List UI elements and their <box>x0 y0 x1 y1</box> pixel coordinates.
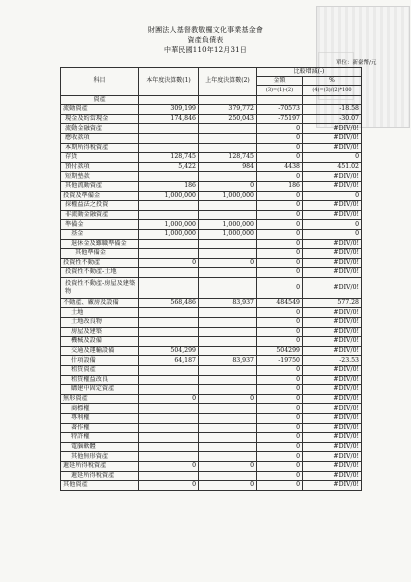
current-year-value: 174,846 <box>139 114 199 124</box>
change-amount <box>257 95 303 105</box>
table-row <box>61 327 362 337</box>
change-percent: #DIV/0! <box>303 268 362 278</box>
account-label: 短期墊款 <box>61 172 139 182</box>
previous-year-value <box>199 124 257 134</box>
change-amount: 0 <box>257 308 303 318</box>
table-row <box>61 442 362 452</box>
current-year-value <box>139 239 199 249</box>
account-label: 預付款項 <box>61 162 139 172</box>
previous-year-value <box>199 385 257 395</box>
table-row <box>61 277 362 298</box>
change-percent: #DIV/0! <box>303 318 362 328</box>
account-label: 其他流動資產 <box>61 181 139 191</box>
current-year-value: 128,745 <box>139 153 199 163</box>
previous-year-value <box>199 471 257 481</box>
balance-sheet-table <box>60 67 362 491</box>
account-label: 準備金 <box>61 220 139 230</box>
change-percent: #DIV/0! <box>303 143 362 153</box>
table-row <box>61 114 362 124</box>
previous-year-value <box>199 404 257 414</box>
account-label: 購建中固定資產 <box>61 385 139 395</box>
change-amount: 484549 <box>257 298 303 308</box>
account-label: 流動金融資產 <box>61 124 139 134</box>
change-amount: 0 <box>257 191 303 201</box>
table-row <box>61 337 362 347</box>
account-label: 投資及準備金 <box>61 191 139 201</box>
previous-year-value <box>199 375 257 385</box>
change-percent: 577.28 <box>303 298 362 308</box>
account-label: 商標權 <box>61 404 139 414</box>
change-amount: 0 <box>257 124 303 134</box>
amount-header: 金額 <box>257 77 303 86</box>
percent-formula: (4)=(3)/(2)*100 <box>303 86 362 95</box>
table-row <box>61 239 362 249</box>
change-percent: #DIV/0! <box>303 201 362 211</box>
previous-year-value: 0 <box>199 481 257 491</box>
table-row <box>61 258 362 268</box>
change-percent: #DIV/0! <box>303 366 362 376</box>
account-label: 流動資產 <box>61 105 139 115</box>
change-amount: 0 <box>257 366 303 376</box>
current-year-value <box>139 308 199 318</box>
account-label: 非流動金融資產 <box>61 210 139 220</box>
table-row <box>61 385 362 395</box>
table-row <box>61 481 362 491</box>
table-row <box>61 133 362 143</box>
previous-year-value <box>199 95 257 105</box>
change-percent: #DIV/0! <box>303 423 362 433</box>
table-row <box>61 404 362 414</box>
table-row <box>61 162 362 172</box>
account-label: 基金 <box>61 229 139 239</box>
current-year-value: 64,187 <box>139 356 199 366</box>
table-row <box>61 181 362 191</box>
current-year-value: 186 <box>139 181 199 191</box>
previous-year-value <box>199 452 257 462</box>
change-amount: 4438 <box>257 162 303 172</box>
change-percent: #DIV/0! <box>303 414 362 424</box>
change-amount: 0 <box>257 258 303 268</box>
previous-year-header: 上年度決算數(2) <box>199 68 257 96</box>
account-label: 採權益法之投資 <box>61 201 139 211</box>
table-row <box>61 423 362 433</box>
table-row <box>61 249 362 259</box>
change-percent: #DIV/0! <box>303 385 362 395</box>
change-amount: 504299 <box>257 346 303 356</box>
previous-year-value <box>199 210 257 220</box>
change-amount: 0 <box>257 153 303 163</box>
table-row <box>61 366 362 376</box>
previous-year-value: 0 <box>199 258 257 268</box>
current-year-value <box>139 366 199 376</box>
change-percent: #DIV/0! <box>303 181 362 191</box>
table-row <box>61 461 362 471</box>
current-year-value <box>139 327 199 337</box>
change-percent: #DIV/0! <box>303 375 362 385</box>
account-label: 交通及運輸設備 <box>61 346 139 356</box>
change-amount: 0 <box>257 433 303 443</box>
table-row <box>61 268 362 278</box>
current-year-value <box>139 172 199 182</box>
current-year-value: 1,000,000 <box>139 191 199 201</box>
account-label: 資產 <box>61 95 139 105</box>
current-year-value: 0 <box>139 394 199 404</box>
change-amount: 0 <box>257 249 303 259</box>
percent-header: % <box>303 77 362 86</box>
previous-year-value <box>199 172 257 182</box>
table-row <box>61 433 362 443</box>
account-label: 其他準備金 <box>61 249 139 259</box>
change-amount: 0 <box>257 277 303 298</box>
report-title: 資產負債表 <box>187 36 224 44</box>
current-year-value <box>139 385 199 395</box>
change-percent: #DIV/0! <box>303 277 362 298</box>
previous-year-value <box>199 423 257 433</box>
change-amount: 0 <box>257 414 303 424</box>
current-year-value <box>139 471 199 481</box>
current-year-value <box>139 277 199 298</box>
change-amount: 0 <box>257 318 303 328</box>
change-percent: #DIV/0! <box>303 172 362 182</box>
account-label: 現金及約當現金 <box>61 114 139 124</box>
change-percent: #DIV/0! <box>303 481 362 491</box>
change-percent: #DIV/0! <box>303 133 362 143</box>
change-percent: #DIV/0! <box>303 461 362 471</box>
previous-year-value <box>199 442 257 452</box>
current-year-value <box>139 268 199 278</box>
table-row <box>61 153 362 163</box>
change-amount: 0 <box>257 229 303 239</box>
current-year-value: 309,199 <box>139 105 199 115</box>
change-amount: 0 <box>257 442 303 452</box>
change-percent: 0 <box>303 220 362 230</box>
change-amount: 0 <box>257 385 303 395</box>
change-amount: 0 <box>257 327 303 337</box>
change-amount: 0 <box>257 210 303 220</box>
report-date: 中華民國110年12月31日 <box>164 46 247 54</box>
account-label: 投資性不動產-房屋及建築物 <box>61 277 139 298</box>
change-percent: #DIV/0! <box>303 239 362 249</box>
table-row <box>61 452 362 462</box>
change-amount: 0 <box>257 394 303 404</box>
previous-year-value <box>199 346 257 356</box>
change-percent: #DIV/0! <box>303 442 362 452</box>
change-percent: #DIV/0! <box>303 124 362 134</box>
change-percent: #DIV/0! <box>303 346 362 356</box>
previous-year-value <box>199 201 257 211</box>
account-label: 租賃權益改良 <box>61 375 139 385</box>
table-row <box>61 124 362 134</box>
account-label: 電腦軟體 <box>61 442 139 452</box>
table-row <box>61 95 362 105</box>
current-year-value <box>139 201 199 211</box>
previous-year-value <box>199 133 257 143</box>
subject-header: 科目 <box>61 68 139 96</box>
change-percent: 0 <box>303 191 362 201</box>
previous-year-value: 128,745 <box>199 153 257 163</box>
previous-year-value: 984 <box>199 162 257 172</box>
table-row <box>61 471 362 481</box>
change-percent: #DIV/0! <box>303 327 362 337</box>
current-year-value <box>139 414 199 424</box>
change-amount: 0 <box>257 220 303 230</box>
change-amount: 0 <box>257 143 303 153</box>
previous-year-value: 379,772 <box>199 105 257 115</box>
change-amount: 0 <box>257 133 303 143</box>
table-row <box>61 414 362 424</box>
current-year-value <box>139 337 199 347</box>
change-percent: 0 <box>303 229 362 239</box>
current-year-value: 0 <box>139 481 199 491</box>
table-row <box>61 105 362 115</box>
account-label: 退休金及難職準備金 <box>61 239 139 249</box>
change-percent: 451.02 <box>303 162 362 172</box>
current-year-value <box>139 423 199 433</box>
current-year-value <box>139 249 199 259</box>
table-row <box>61 298 362 308</box>
previous-year-value <box>199 308 257 318</box>
table-row <box>61 375 362 385</box>
table-row <box>61 220 362 230</box>
current-year-value: 1,000,000 <box>139 220 199 230</box>
previous-year-value: 0 <box>199 394 257 404</box>
account-label: 投資性不動產 <box>61 258 139 268</box>
account-label: 遞延所得稅資產 <box>61 461 139 471</box>
current-year-value: 0 <box>139 461 199 471</box>
current-year-value <box>139 143 199 153</box>
change-amount: 0 <box>257 172 303 182</box>
current-year-value <box>139 318 199 328</box>
current-year-value <box>139 442 199 452</box>
previous-year-value <box>199 337 257 347</box>
previous-year-value: 1,000,000 <box>199 191 257 201</box>
table-row <box>61 356 362 366</box>
account-label: 其他無形資產 <box>61 452 139 462</box>
previous-year-value: 250,043 <box>199 114 257 124</box>
change-amount: 0 <box>257 239 303 249</box>
current-year-value <box>139 375 199 385</box>
change-percent: #DIV/0! <box>303 433 362 443</box>
account-label: 租賃資產 <box>61 366 139 376</box>
table-row <box>61 318 362 328</box>
change-amount: 0 <box>257 337 303 347</box>
previous-year-value: 0 <box>199 461 257 471</box>
previous-year-value: 1,000,000 <box>199 220 257 230</box>
account-label: 本期所得稅資產 <box>61 143 139 153</box>
account-label: 特許權 <box>61 433 139 443</box>
table-row <box>61 308 362 318</box>
previous-year-value: 1,000,000 <box>199 229 257 239</box>
change-amount: 0 <box>257 423 303 433</box>
change-amount: 0 <box>257 452 303 462</box>
previous-year-value <box>199 366 257 376</box>
table-row <box>61 201 362 211</box>
change-amount: -75197 <box>257 114 303 124</box>
previous-year-value <box>199 318 257 328</box>
previous-year-value <box>199 433 257 443</box>
current-year-value <box>139 124 199 134</box>
change-percent <box>303 95 362 105</box>
previous-year-value: 83,937 <box>199 356 257 366</box>
account-label: 無形資產 <box>61 394 139 404</box>
account-label: 不動產、廠房及設備 <box>61 298 139 308</box>
change-amount: -70573 <box>257 105 303 115</box>
table-row <box>61 143 362 153</box>
account-label: 遞延所得稅資產 <box>61 471 139 481</box>
change-amount: 0 <box>257 201 303 211</box>
account-label: 著作權 <box>61 423 139 433</box>
current-year-value <box>139 95 199 105</box>
table-row <box>61 210 362 220</box>
table-row <box>61 172 362 182</box>
current-year-value <box>139 404 199 414</box>
change-amount: -19750 <box>257 356 303 366</box>
previous-year-value: 0 <box>199 181 257 191</box>
change-amount: 0 <box>257 268 303 278</box>
account-label: 專利權 <box>61 414 139 424</box>
amount-formula: (3)=(1)-(2) <box>257 86 303 95</box>
previous-year-value <box>199 268 257 278</box>
current-year-value: 1,000,000 <box>139 229 199 239</box>
change-percent: -18.58 <box>303 105 362 115</box>
previous-year-value <box>199 239 257 249</box>
table-row <box>61 229 362 239</box>
change-percent: #DIV/0! <box>303 452 362 462</box>
account-label: 機械及設備 <box>61 337 139 347</box>
previous-year-value <box>199 327 257 337</box>
change-percent: 0 <box>303 153 362 163</box>
change-percent: #DIV/0! <box>303 258 362 268</box>
change-amount: 0 <box>257 481 303 491</box>
account-label: 土地改良物 <box>61 318 139 328</box>
change-percent: #DIV/0! <box>303 404 362 414</box>
change-percent: #DIV/0! <box>303 394 362 404</box>
change-amount: 0 <box>257 375 303 385</box>
previous-year-value <box>199 143 257 153</box>
table-row <box>61 346 362 356</box>
change-header: 比較增減(-) <box>257 68 362 77</box>
current-year-header: 本年度決算數(1) <box>139 68 199 96</box>
current-year-value: 568,486 <box>139 298 199 308</box>
table-row <box>61 394 362 404</box>
previous-year-value <box>199 414 257 424</box>
change-percent: -30.07 <box>303 114 362 124</box>
previous-year-value: 83,937 <box>199 298 257 308</box>
current-year-value <box>139 452 199 462</box>
change-amount: 0 <box>257 404 303 414</box>
change-percent: #DIV/0! <box>303 249 362 259</box>
previous-year-value <box>199 277 257 298</box>
change-percent: -23.53 <box>303 356 362 366</box>
change-percent: #DIV/0! <box>303 210 362 220</box>
account-label: 應收款項 <box>61 133 139 143</box>
account-label: 其他資產 <box>61 481 139 491</box>
current-year-value: 5,422 <box>139 162 199 172</box>
account-label: 房屋及建築 <box>61 327 139 337</box>
change-amount: 0 <box>257 471 303 481</box>
currency-unit-label: 單位：新臺幣/元 <box>336 60 377 66</box>
current-year-value: 0 <box>139 258 199 268</box>
account-label: 什項設備 <box>61 356 139 366</box>
current-year-value <box>139 210 199 220</box>
change-amount: 0 <box>257 461 303 471</box>
change-percent: #DIV/0! <box>303 471 362 481</box>
account-label: 投資性不動產-土地 <box>61 268 139 278</box>
current-year-value <box>139 433 199 443</box>
current-year-value <box>139 133 199 143</box>
account-label: 存貨 <box>61 153 139 163</box>
current-year-value: 504,299 <box>139 346 199 356</box>
change-amount: 186 <box>257 181 303 191</box>
change-percent: #DIV/0! <box>303 308 362 318</box>
previous-year-value <box>199 249 257 259</box>
organization-title: 財團法人基督教敬欏文化事業基金會 <box>147 26 264 34</box>
change-percent: #DIV/0! <box>303 337 362 347</box>
table-row <box>61 191 362 201</box>
account-label: 土地 <box>61 308 139 318</box>
